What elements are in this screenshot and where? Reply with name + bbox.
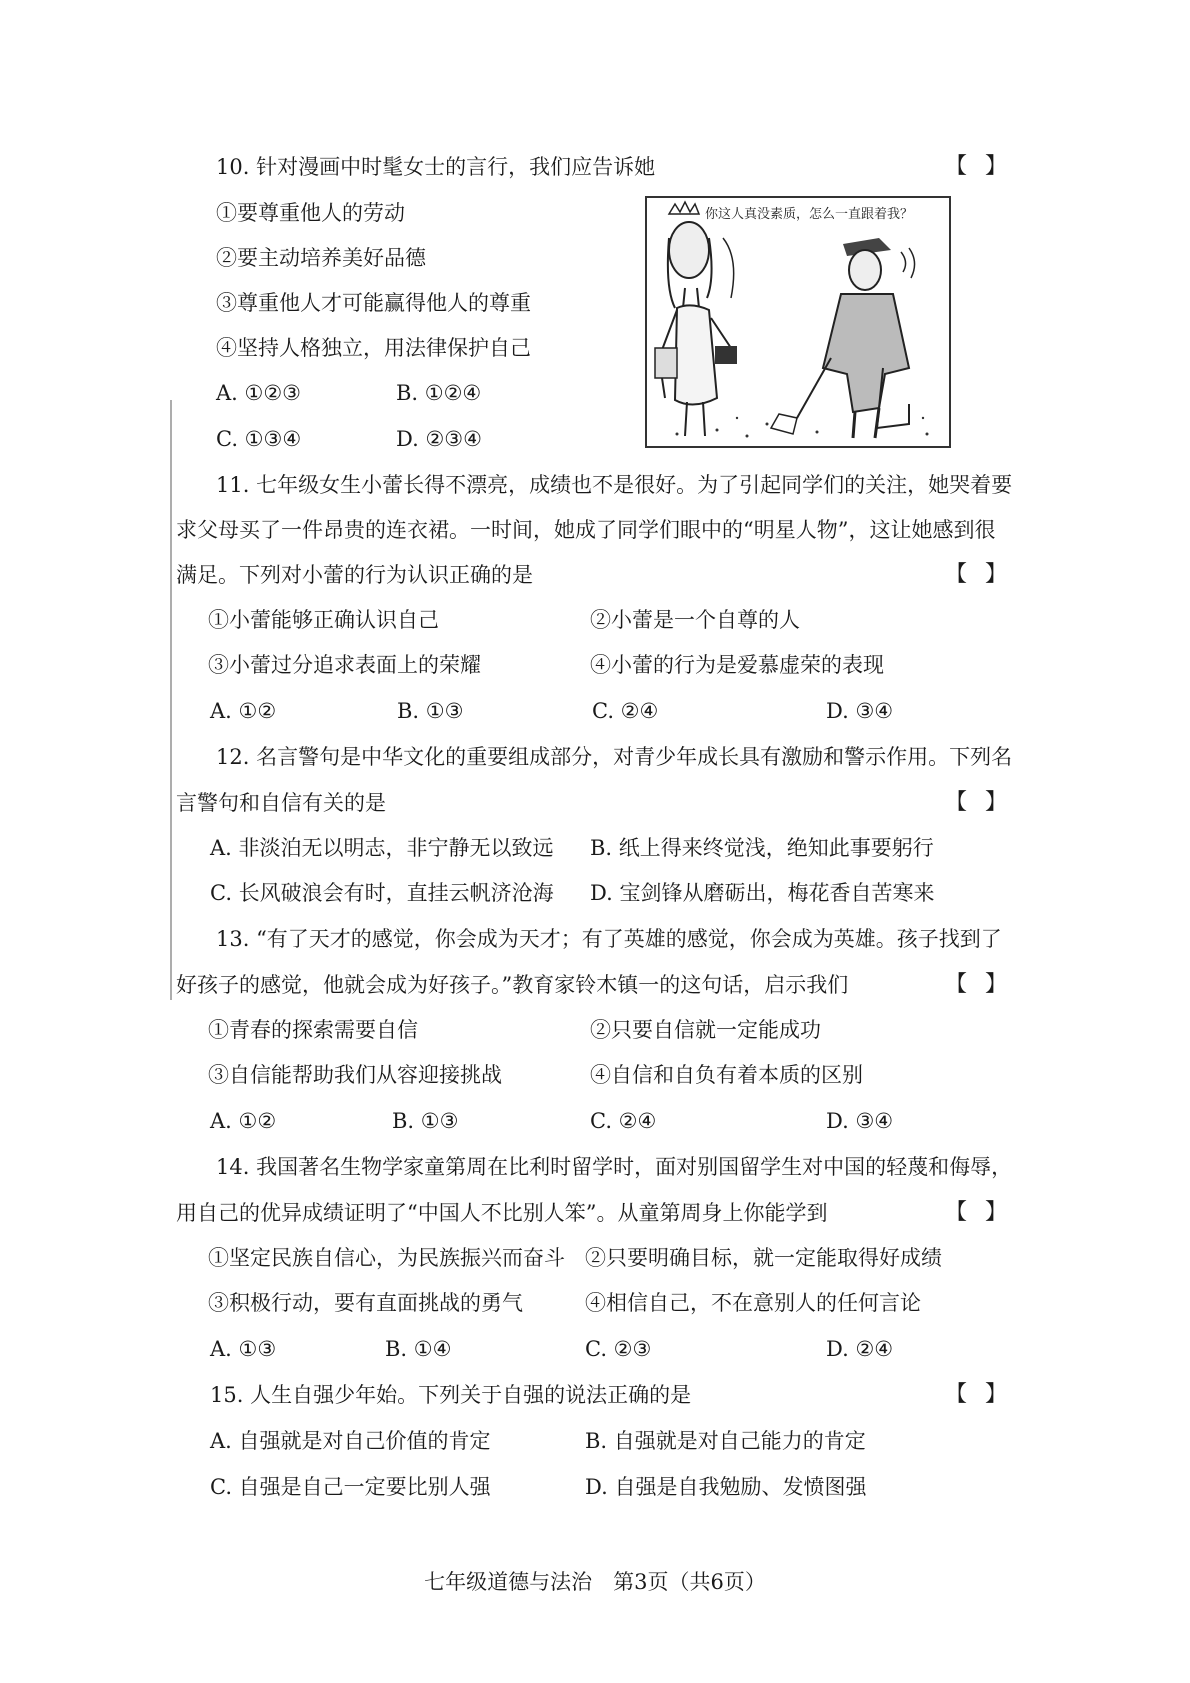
q15-option-c: C. 自强是自己一定要比别人强 bbox=[210, 1475, 491, 1499]
q15-stem: 15. 人生自强少年始。下列关于自强的说法正确的是 bbox=[210, 1383, 692, 1407]
q10-statement-3: ③尊重他人才可能赢得他人的尊重 bbox=[216, 291, 531, 315]
q15-option-d: D. 自强是自我勉励、发愤图强 bbox=[585, 1475, 867, 1499]
q11-answer-bracket: 【】 bbox=[945, 562, 1026, 587]
q14-option-b: B. ①④ bbox=[385, 1337, 452, 1361]
q10-option-a: A. ①②③ bbox=[216, 381, 301, 405]
q12-answer-bracket: 【】 bbox=[945, 790, 1026, 815]
q14-option-a: A. ①③ bbox=[210, 1337, 277, 1361]
q14-stem-line-2: 用自己的优异成绩证明了“中国人不比别人笨”。从童第周身上你能学到 bbox=[176, 1201, 828, 1225]
q12-stem-line-2: 言警句和自信有关的是 bbox=[176, 791, 386, 815]
q13-option-b: B. ①③ bbox=[392, 1109, 459, 1133]
q11-stem-line-2: 求父母买了一件昂贵的连衣裙。一时间，她成了同学们眼中的“明星人物”，这让她感到很 bbox=[176, 518, 996, 542]
q15-option-b: B. 自强就是对自己能力的肯定 bbox=[585, 1429, 866, 1453]
q10-statement-2: ②要主动培养美好品德 bbox=[216, 246, 426, 270]
q11-stem-line-1: 11. 七年级女生小蕾长得不漂亮，成绩也不是很好。为了引起同学们的关注，她哭着要 bbox=[216, 473, 1013, 497]
q11-statement-2: ②小蕾是一个自尊的人 bbox=[590, 608, 800, 632]
q11-statement-4: ④小蕾的行为是爱慕虚荣的表现 bbox=[590, 653, 884, 677]
q13-statement-4: ④自信和自负有着本质的区别 bbox=[590, 1063, 863, 1087]
q13-stem-line-1: 13. “有了天才的感觉，你会成为天才；有了英雄的感觉，你会成为英雄。孩子找到了 bbox=[216, 927, 1002, 951]
q14-answer-bracket: 【】 bbox=[945, 1200, 1026, 1225]
q10-cartoon bbox=[645, 196, 951, 448]
q12-option-d: D. 宝剑锋从磨砺出，梅花香自苦寒来 bbox=[590, 881, 935, 905]
cartoon-speech-text: 你这人真没素质，怎么一直跟着我？ bbox=[705, 207, 914, 222]
q13-option-d: D. ③④ bbox=[826, 1109, 894, 1133]
q10-answer-bracket: 【】 bbox=[945, 154, 1026, 179]
cartoon-illustration bbox=[647, 198, 949, 446]
q11-option-b: B. ①③ bbox=[397, 699, 464, 723]
q10-statement-1: ①要尊重他人的劳动 bbox=[216, 201, 405, 225]
q10-statement-4: ④坚持人格独立，用法律保护自己 bbox=[216, 336, 531, 360]
page-footer: 七年级道德与法治 第3页（共6页） bbox=[424, 1570, 766, 1594]
q12-option-c: C. 长风破浪会有时，直挂云帆济沧海 bbox=[210, 881, 554, 905]
q14-statement-3: ③积极行动，要有直面挑战的勇气 bbox=[208, 1291, 523, 1315]
q10-option-d: D. ②③④ bbox=[396, 427, 482, 451]
q11-statement-1: ①小蕾能够正确认识自己 bbox=[208, 608, 439, 632]
q14-option-d: D. ②④ bbox=[826, 1337, 894, 1361]
q14-statement-2: ②只要明确目标，就一定能取得好成绩 bbox=[585, 1246, 942, 1270]
scan-margin-line bbox=[170, 400, 172, 1000]
q13-stem-line-2: 好孩子的感觉，他就会成为好孩子。”教育家铃木镇一的这句话，启示我们 bbox=[176, 973, 849, 997]
q13-option-a: A. ①② bbox=[210, 1109, 277, 1133]
q12-option-a: A. 非淡泊无以明志，非宁静无以致远 bbox=[210, 836, 554, 860]
q14-option-c: C. ②③ bbox=[585, 1337, 652, 1361]
q13-option-c: C. ②④ bbox=[590, 1109, 657, 1133]
q14-stem-line-1: 14. 我国著名生物学家童第周在比利时留学时，面对别国留学生对中国的轻蔑和侮辱， bbox=[216, 1155, 1013, 1179]
q11-option-d: D. ③④ bbox=[826, 699, 894, 723]
q10-stem: 10. 针对漫画中时髦女士的言行，我们应告诉她 bbox=[216, 155, 656, 179]
q11-option-c: C. ②④ bbox=[592, 699, 659, 723]
q14-statement-4: ④相信自己，不在意别人的任何言论 bbox=[585, 1291, 921, 1315]
q15-answer-bracket: 【】 bbox=[945, 1382, 1026, 1407]
q13-statement-2: ②只要自信就一定能成功 bbox=[590, 1018, 821, 1042]
q11-statement-3: ③小蕾过分追求表面上的荣耀 bbox=[208, 653, 481, 677]
q13-answer-bracket: 【】 bbox=[945, 972, 1026, 997]
q11-stem-line-3: 满足。下列对小蕾的行为认识正确的是 bbox=[176, 563, 533, 587]
q12-option-b: B. 纸上得来终觉浅，绝知此事要躬行 bbox=[590, 836, 934, 860]
q13-statement-3: ③自信能帮助我们从容迎接挑战 bbox=[208, 1063, 502, 1087]
q13-statement-1: ①青春的探索需要自信 bbox=[208, 1018, 418, 1042]
q14-statement-1: ①坚定民族自信心，为民族振兴而奋斗 bbox=[208, 1246, 565, 1270]
q15-option-a: A. 自强就是对自己价值的肯定 bbox=[210, 1429, 491, 1453]
q12-stem-line-1: 12. 名言警句是中华文化的重要组成部分，对青少年成长具有激励和警示作用。下列名 bbox=[216, 745, 1013, 769]
q10-option-b: B. ①②④ bbox=[396, 381, 482, 405]
q10-option-c: C. ①③④ bbox=[216, 427, 302, 451]
q11-option-a: A. ①② bbox=[210, 699, 277, 723]
